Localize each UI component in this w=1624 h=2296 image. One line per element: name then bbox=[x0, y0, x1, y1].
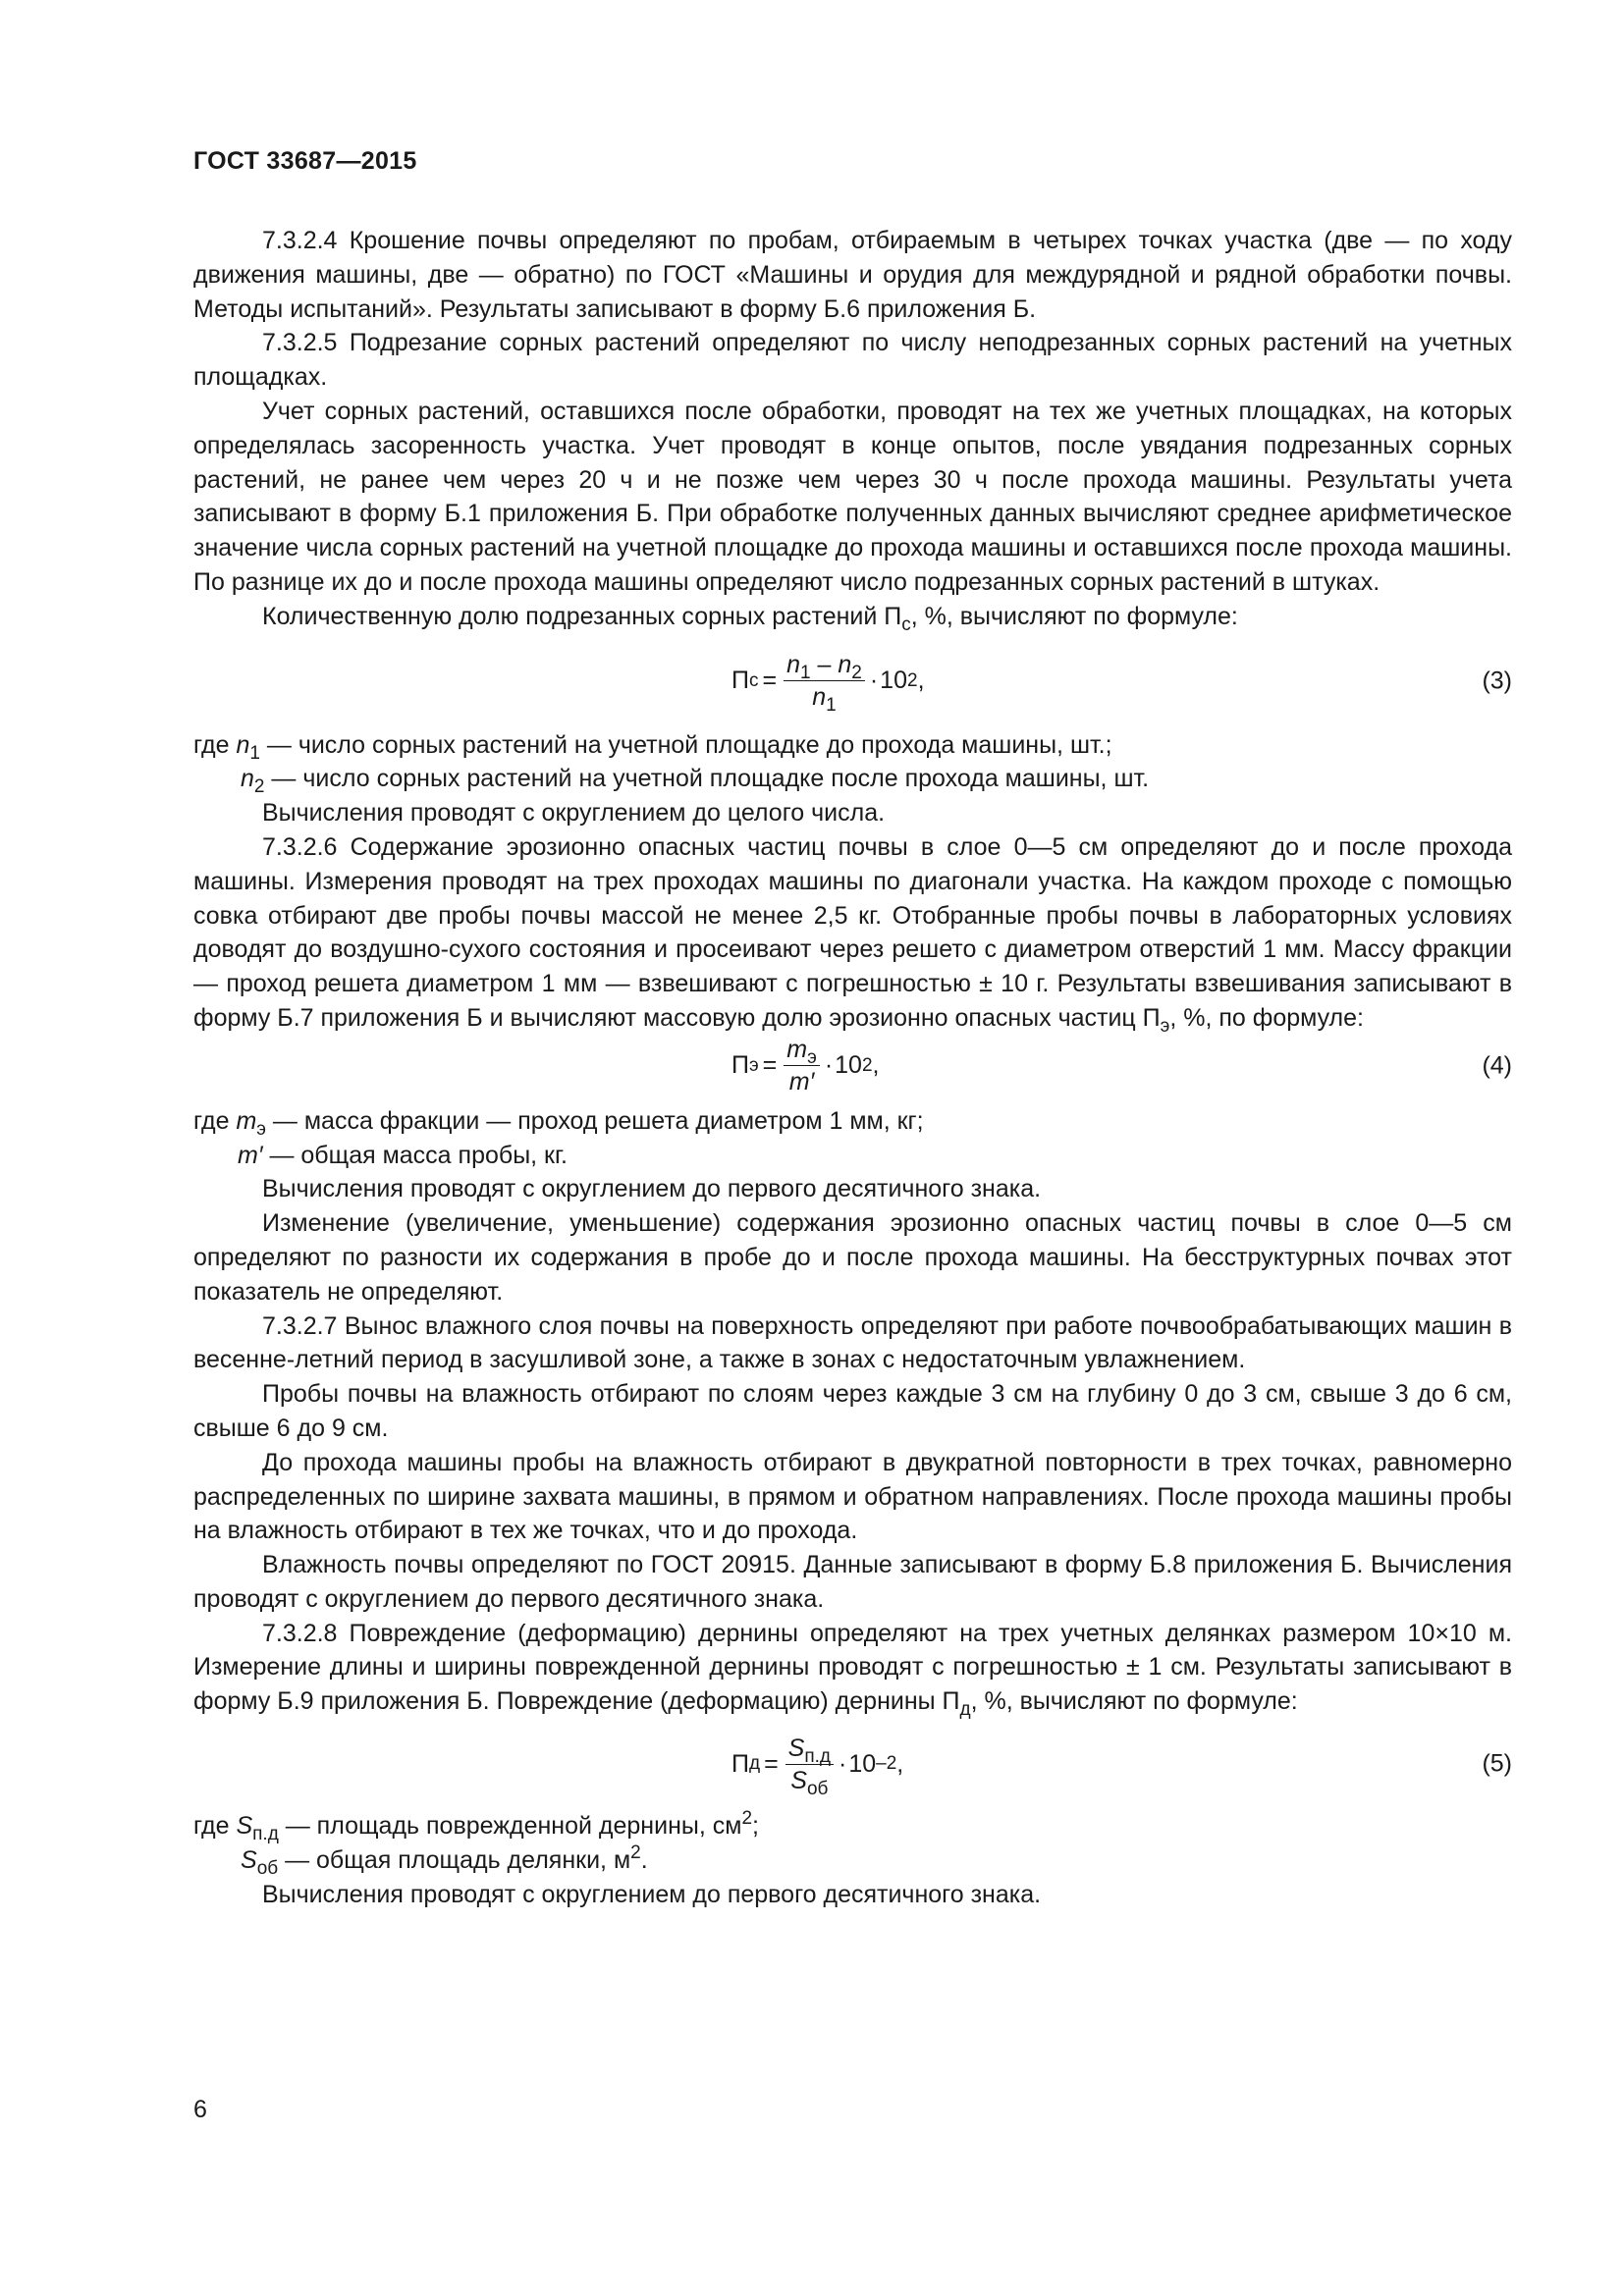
where-s-pd: где $S_{п.д}$ — площадь поврежденной дернины, $см^2$; bbox=[193, 1808, 759, 1845]
paragraph-weed-count: Учет сорных растений, оставшихся после обработки, проводят на тех же учетных площадках, на которых определялась засоренность участка. Учет проводят в конце опытов, после увядания подрезанных сорных растений, не ранее чем через 20 ч и не позже чем через 30 ч после прохода машины. Результаты учета записывают в форму Б.1 приложения Б. При обработке полученных данных вычисляют среднее арифметическое значение числа сорных растений на учетной площадке до прохода машины и оставшихся после прохода машины. По разнице их до и после прохода машины определяют число подрезанных сорных растений в штуках. bbox=[193, 397, 1512, 596]
where-s-ob: $S_{об}$ — общая площадь делянки, $м^2$. bbox=[241, 1842, 648, 1879]
formula-5-number: (5) bbox=[1482, 1749, 1512, 1778]
document-header: ГОСТ 33687—2015 bbox=[193, 147, 417, 175]
formula-3-number: (3) bbox=[1482, 667, 1512, 695]
where-n1: где $n_1$ — число сорных растений на учетной площадке до прохода машины, шт.; bbox=[193, 730, 1112, 764]
paragraph-7-3-2-8: 7.3.2.8 Повреждение (деформацию) дернины определяют на трех учетных делянках размером 10×10 м. Измерение длины и ширины поврежденной дернины проводят с погрешностью ± 1 см. Результаты записывают в форму Б.9 приложения Б. Повреждение (деформацию) дернины $П_д$, %, вычисляют по формуле: bbox=[193, 1619, 1512, 1721]
formula-4 bbox=[193, 1036, 1512, 1096]
formula-5-body: П д = $\frac{S_{п.д}}{S_{об}}$ · 10 –2 , bbox=[731, 1734, 904, 1799]
formula-3 bbox=[193, 646, 1512, 717]
document-body bbox=[193, 224, 1512, 1911]
paragraph-7-3-2-5: 7.3.2.5 Подрезание сорных растений определяют по числу неподрезанных сорных растений на учетных площадках. bbox=[193, 329, 1512, 392]
paragraph-rounding-integer: Вычисления проводят с округлением до целого числа. bbox=[262, 799, 886, 828]
formula-4-number: (4) bbox=[1482, 1051, 1512, 1080]
paragraph-7-3-2-4: 7.3.2.4 Крошение почвы определяют по пробам, отбираемым в четырех точках участка (две — по ходу движения машины, две — обратно) по ГОСТ «Машины и орудия для междурядной и рядной обработки почвы. Методы испытаний». Результаты записывают в форму Б.6 приложения Б. bbox=[193, 227, 1512, 323]
formula-4-body: П э = $\frac{m_э}{m'}$ · 10 2 , bbox=[731, 1036, 880, 1096]
paragraph-moisture-samples: Пробы почвы на влажность отбирают по слоям через каждые 3 см на глубину 0 до 3 см, свыше 3 до 6 см, свыше 6 до 9 см. bbox=[193, 1380, 1512, 1442]
page-number: 6 bbox=[193, 2096, 207, 2123]
paragraph-rounding-decimal-2: Вычисления проводят с округлением до первого десятичного знака. bbox=[262, 1880, 1042, 1908]
formula-3-body: П с = $\frac{n_1 - n_2}{n_1}$ · 10 2 , bbox=[731, 651, 925, 717]
paragraph-moisture-before-after: До прохода машины пробы на влажность отбирают в двукратной повторности в трех точках, равномерно распределенных по ширине захвата машины, в прямом и обратном направлениях. После прохода машины пробы на влажность отбирают в тех же точках, что и до прохода. bbox=[193, 1448, 1512, 1545]
formula-5-fraction: $\frac{S_{п.д}}{S_{об}}$ bbox=[785, 1734, 834, 1795]
where-m-e: где $m_э$ — масса фракции — проход решета диаметром 1 мм, кг; bbox=[193, 1106, 924, 1140]
where-n2: $n_2$ — число сорных растений на учетной площадке после прохода машины, шт. bbox=[241, 765, 1150, 798]
paragraph-weed-share-intro: Количественную долю подрезанных сорных растений $П_с$, %, вычисляют по формуле: bbox=[262, 602, 1238, 635]
paragraph-rounding-decimal-1: Вычисления проводят с округлением до первого десятичного знака. bbox=[262, 1175, 1042, 1203]
paragraph-7-3-2-6: 7.3.2.6 Содержание эрозионно опасных частиц почвы в слое 0—5 см определяют до и после прохода машины. Измерения проводят на трех проходах машины по диагонали участка. На каждом проходе с помощью совка отбирают две пробы почвы массой не менее 2,5 кг. Отобранные пробы почвы в лабораторных условиях доводят до воздушно-сухого состояния и просеивают через решето с диаметром отверстий 1 мм. Массу фракции — проход решета диаметром 1 мм — взвешивают с погрешностью ± 10 г. Результаты взвешивания записывают в форму Б.7 приложения Б и вычисляют массовую долю эрозионно опасных частиц $П_э$, %, по формуле: bbox=[193, 832, 1512, 1037]
formula-4-fraction: $\frac{m_э}{m'}$ bbox=[784, 1035, 820, 1096]
paragraph-erosion-change: Изменение (увеличение, уменьшение) содержания эрозионно опасных частиц почвы в слое 0—5 см определяют по разности их содержания в пробе до и после прохода машины. На бесструктурных почвах этот показатель не определяют. bbox=[193, 1209, 1512, 1306]
paragraph-7-3-2-7: 7.3.2.7 Вынос влажного слоя почвы на поверхность определяют при работе почвообрабатывающих машин в весенне-летний период в засушливой зоне, а также в зонах с недостаточным увлажнением. bbox=[193, 1311, 1512, 1374]
paragraph-moisture-gost: Влажность почвы определяют по ГОСТ 20915. Данные записывают в форму Б.8 приложения Б. Вычисления проводят с округлением до первого десятичного знака. bbox=[193, 1551, 1512, 1613]
formula-3-fraction: $\frac{n_1 - n_2}{n_1}$ bbox=[784, 650, 865, 712]
formula-5 bbox=[193, 1729, 1512, 1799]
where-m-prime: m′ — общая масса пробы, кг. bbox=[238, 1141, 568, 1169]
